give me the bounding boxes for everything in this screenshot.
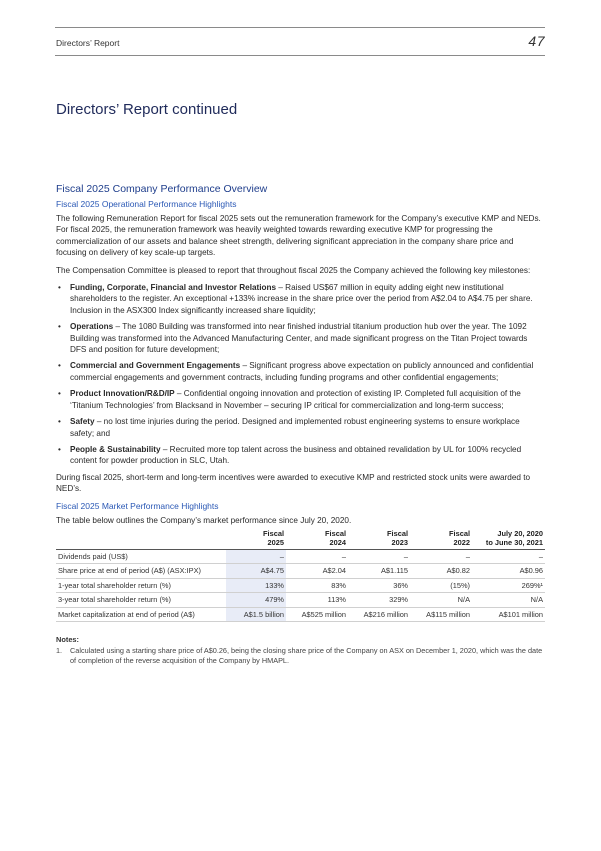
list-item	[70, 444, 545, 467]
table-cell: –	[472, 549, 545, 564]
note-text: Calculated using a starting share price of A$0.26, being the closing share price of the Company on ASX on December 1, 2020, which was the date of completion of the reverse acquisition of the Company by HMAPL.	[70, 646, 543, 665]
list-item	[70, 282, 545, 316]
table-cell: A$525 million	[286, 607, 348, 622]
list-item	[70, 388, 545, 411]
table-row	[56, 564, 545, 579]
table-header-cell: Fiscal 2023	[387, 528, 408, 547]
table-header-row	[56, 529, 545, 550]
table-header-cell: Fiscal 2025	[226, 529, 286, 550]
table-row	[56, 593, 545, 608]
operational-heading: Fiscal 2025 Operational Performance Highlights	[56, 199, 237, 209]
row-label: 3-year total shareholder return (%)	[56, 593, 226, 608]
list-item	[70, 321, 545, 355]
table-cell: A$2.04	[286, 564, 348, 579]
row-label: Market capitalization at end of period (A$)	[56, 607, 226, 622]
header-bottom-rule	[55, 55, 545, 56]
milestone-text: – no lost time injuries during the period. Designed and implemented robust engineering systems to ensure workplace safety; and	[70, 417, 520, 438]
milestone-title: Safety	[70, 417, 95, 427]
table-cell: 479%	[226, 593, 286, 608]
list-item	[70, 360, 545, 383]
table-cell: A$0.96	[472, 564, 545, 579]
operational-paragraph-1: The following Remuneration Report for fiscal 2025 sets out the remuneration framework for the Company’s executive KMP and NEDs. For fiscal 2025, the remuneration framework was heavily weighted towards rewarding executive KMP for progressing the commercialization of our assets and balance sheet strength, delivering significant appreciation in the company share price and focusing on delivery of key scale-up targets.	[56, 214, 541, 258]
milestone-title: People & Sustainability	[70, 444, 161, 454]
table-cell: 36%	[348, 578, 410, 593]
note-item	[56, 646, 545, 665]
table-cell: A$0.82	[410, 564, 472, 579]
milestone-text: – The 1080 Building was transformed into near finished industrial titanium production hub over the year. The 1092 Building was transformed into the Advanced Manufacturing Center, and made significant progress on the Titan Project towards DFS and position for future development;	[70, 322, 528, 355]
list-item	[70, 416, 545, 439]
page-number: 47	[528, 33, 545, 49]
row-label: Share price at end of period (A$) (ASX:IPX)	[56, 564, 226, 579]
table-row	[56, 607, 545, 622]
table-row	[56, 578, 545, 593]
milestone-text: – Significant progress above expectation on publicly announced and confidential commercial engagements and government contracts, including funding programs and other confidential engagements;	[70, 361, 534, 382]
table-cell: –	[226, 549, 286, 564]
table-row	[56, 549, 545, 564]
table-cell: A$1.5 billion	[226, 607, 286, 622]
table-cell: –	[286, 549, 348, 564]
milestone-text: – Raised US$67 million in equity adding eight new institutional shareholders to the register. An exceptional +133% increase in the share price over the period from A$2.04 to A$4.75 per share. Inclusion in the ASX300 Index significantly increased share liquidity;	[70, 283, 533, 315]
table-cell: 133%	[226, 578, 286, 593]
header-top-rule	[55, 27, 545, 28]
note-number: 1.	[56, 646, 63, 656]
milestone-title: Funding, Corporate, Financial and Investor Relations	[70, 283, 277, 293]
table-cell: A$216 million	[348, 607, 410, 622]
table-cell: A$4.75	[226, 564, 286, 579]
table-cell: N/A	[410, 593, 472, 608]
milestones-list	[56, 282, 545, 467]
milestone-title: Product Innovation/R&D/IP	[70, 389, 175, 399]
table-cell: (15%)	[410, 578, 472, 593]
milestone-text: – Recruited more top talent across the business and obtained revalidation by UL for 100% recycled content for powder production in SLC, Utah.	[70, 444, 522, 466]
table-cell: –	[410, 549, 472, 564]
table-cell: –	[348, 549, 410, 564]
table-header-cell: Fiscal 2022	[449, 528, 470, 547]
row-label: Dividends paid (US$)	[56, 549, 226, 564]
report-content	[56, 183, 545, 665]
table-header-cell: July 20, 2020 to June 30, 2021	[485, 528, 543, 547]
table-header-cell: Fiscal 2024	[325, 528, 346, 547]
row-label: 1-year total shareholder return (%)	[56, 578, 226, 593]
market-performance-table	[56, 529, 545, 623]
section-title: Fiscal 2025 Company Performance Overview	[56, 183, 268, 195]
milestone-title: Operations	[70, 322, 114, 332]
header-section-name: Directors’ Report	[56, 38, 120, 48]
market-intro: The table below outlines the Company’s market performance since July 20, 2020.	[56, 515, 352, 525]
notes	[56, 635, 545, 665]
milestone-title: Commercial and Government Engagements	[70, 361, 241, 371]
table-cell: 83%	[286, 578, 348, 593]
page-title: Directors’ Report continued	[56, 101, 238, 118]
operational-paragraph-3: During fiscal 2025, short-term and long-term incentives were awarded to executive KMP and restricted stock units were awarded to NED’s.	[56, 472, 531, 494]
market-heading: Fiscal 2025 Market Performance Highlights	[56, 500, 219, 511]
table-cell: 113%	[286, 593, 348, 608]
table-cell: A$115 million	[410, 607, 472, 622]
table-cell: 269%¹	[472, 578, 545, 593]
milestone-text: – Confidential ongoing innovation and protection of existing IP. Completed full acquisition of the ‘Titanium Technologies’ from Blacksand in November – securing IP critical for commercialization and long-term success;	[70, 389, 521, 410]
table-cell: 329%	[348, 593, 410, 608]
operational-paragraph-2: The Compensation Committee is pleased to report that throughout fiscal 2025 the Company achieved the following key milestones:	[56, 265, 531, 275]
table-cell: A$101 million	[472, 607, 545, 622]
table-cell: A$1.115	[348, 564, 410, 579]
table-header-label	[56, 529, 226, 550]
table-cell: N/A	[472, 593, 545, 608]
notes-title: Notes:	[56, 635, 79, 645]
